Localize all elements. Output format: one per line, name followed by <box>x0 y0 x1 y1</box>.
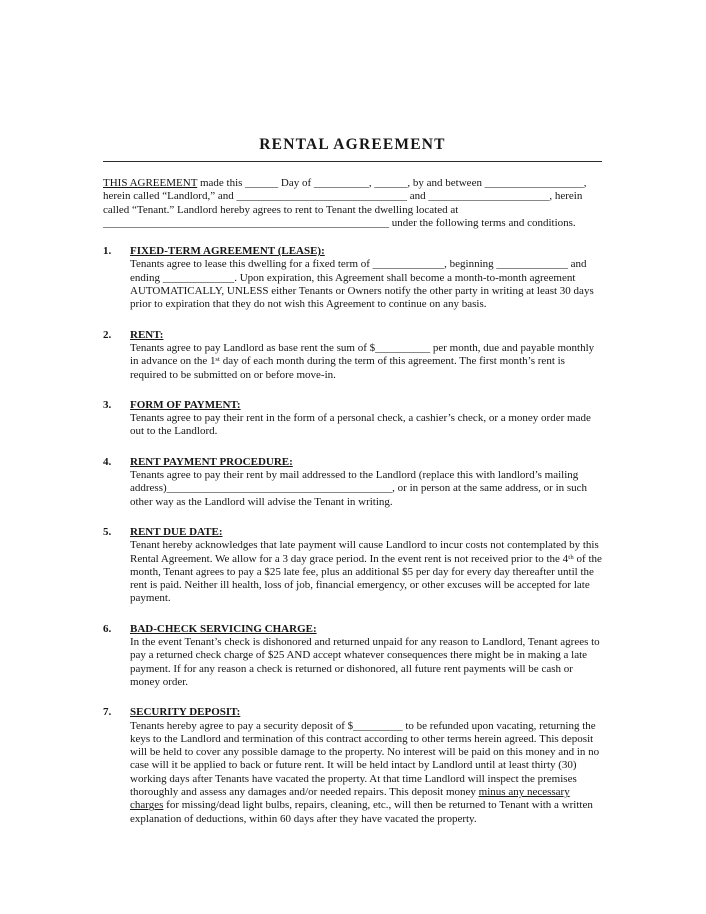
section-number: 4. <box>103 455 112 468</box>
section-fixed-term <box>103 245 602 311</box>
section-number: 2. <box>103 328 112 341</box>
section-form-of-payment <box>103 399 602 439</box>
section-body: Tenants agree to pay their rent in the form of a personal check, a cashier’s check, or a money order made out to the Landlord. <box>130 412 591 438</box>
section-body-underlined-text: minus any necessary charges <box>130 785 570 812</box>
section-bad-check-charge <box>103 623 602 689</box>
section-heading <box>130 526 602 539</box>
section-content <box>130 706 602 826</box>
intro-paragraph <box>103 177 602 230</box>
section-content <box>130 329 602 382</box>
section-heading <box>130 456 602 469</box>
section-rent <box>103 329 602 382</box>
section-heading-text: RENT: <box>130 328 164 341</box>
section-heading-text: FORM OF PAYMENT: <box>130 398 241 411</box>
section-heading <box>130 329 602 342</box>
title-divider <box>103 161 602 162</box>
section-security-deposit <box>103 706 602 826</box>
section-number: 7. <box>103 706 112 719</box>
section-number: 5. <box>103 525 112 538</box>
section-heading <box>130 623 602 636</box>
section-rent-due-date <box>103 526 602 606</box>
section-content <box>130 245 602 311</box>
section-heading-text: RENT PAYMENT PROCEDURE: <box>130 455 293 468</box>
section-heading-text: BAD-CHECK SERVICING CHARGE: <box>130 622 317 635</box>
section-number: 3. <box>103 398 112 411</box>
document-title: RENTAL AGREEMENT <box>259 136 446 153</box>
section-body: Tenants agree to lease this dwelling for a fixed term of _____________, beginning _____________ and ending _____________. Upon expiration, this Agreement shall become a month-to-month agreement AUTOMATICALLY, UNLESS either Tenants or Owners notify the other party in writing at least 30 days prior to expiration that they do not wish this Agreement to continue on any basis. <box>130 258 594 311</box>
intro-lead-text: THIS AGREEMENT <box>103 177 198 189</box>
section-number: 1. <box>103 245 112 258</box>
section-rent-payment-procedure <box>103 456 602 509</box>
section-content <box>130 456 602 509</box>
section-heading-text: RENT DUE DATE: <box>130 525 223 538</box>
section-body: Tenants agree to pay their rent by mail addressed to the Landlord (replace this with landlord’s mailing address)_________________________________________, or in person at the same address, or in such other way as the Landlord will advise the Tenant in writing. <box>130 469 588 508</box>
section-heading <box>130 706 602 719</box>
section-number: 6. <box>103 622 112 635</box>
section-heading <box>130 399 602 412</box>
section-heading-text: SECURITY DEPOSIT: <box>130 706 241 719</box>
section-body: Tenant hereby acknowledges that late payment will cause Landlord to incur costs not contemplated by this Rental Agreement. We allow for a 3 day grace period. In the event rent is not received prior to the 4ᵗʰ of the month, Tenant agrees to pay a $25 late fee, plus an additional $5 per day for every day thereafter until the rent is paid. Neither ill health, loss of job, financial emergency, or other excuses will be accepted for late payment. <box>130 539 602 605</box>
section-heading <box>130 245 602 258</box>
section-body-text: for missing/dead light bulbs, repairs, cleaning, etc., will then be returned to Tenant with a written explanation of deductions, within 60 days after they have vacated the property. <box>130 799 593 825</box>
section-content <box>130 526 602 606</box>
intro-body-text: made this ______ Day of __________, ______, by and between __________________, herein called “Landlord,” and _______________________________ and ______________________, herein called “Tenant.” Landlord hereby agrees to rent to Tenant the dwelling located at ____________________________________________________ under the following terms and conditions. <box>103 177 587 229</box>
section-content <box>130 399 602 439</box>
section-body-text: Tenants hereby agree to pay a security deposit of $_________ to be refunded upon vacating, returning the keys to the Landlord and termination of this contract according to other terms herein agreed. This deposit will be held to cover any possible damage to the property. No interest will be paid on this money and in no case will it be applied to back or future rent. It will be held intact by Landlord until at least thirty (30) working days after Tenants have vacated the property. At that time Landlord will inspect the premises thoroughly and assess any damages and/or needed repairs. This deposit money <box>130 719 600 798</box>
section-heading-text: FIXED-TERM AGREEMENT (LEASE): <box>130 245 325 258</box>
section-content <box>130 623 602 689</box>
section-body: In the event Tenant’s check is dishonored and returned unpaid for any reason to Landlord, Tenant agrees to pay a returned check charge of $25 AND accept whatever consequences there might be in making a late payment. If for any reason a check is returned or dishonored, all future rent payments will be cash or money order. <box>130 636 600 688</box>
section-body <box>130 720 602 826</box>
section-body: Tenants agree to pay Landlord as base rent the sum of $__________ per month, due and payable monthly in advance on the 1ˢᵗ day of each month during the term of this agreement. The first month’s rent is required to be submitted on or before move-in. <box>130 341 595 381</box>
